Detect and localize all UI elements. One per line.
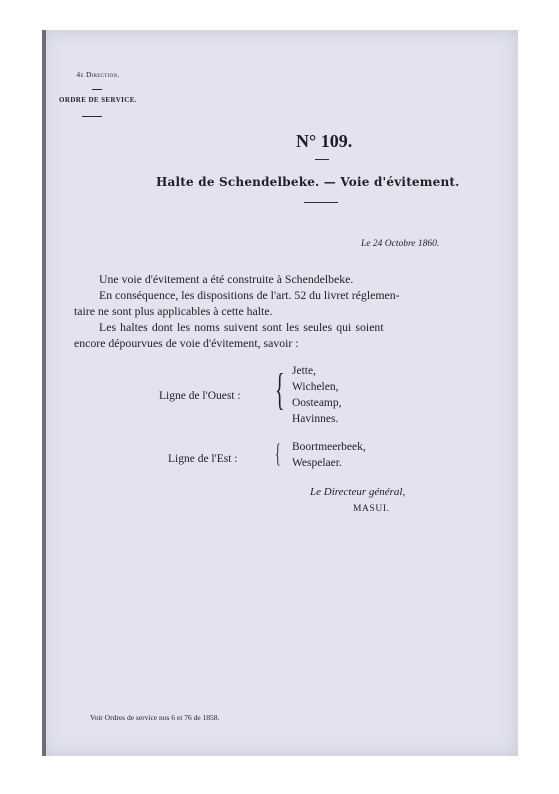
paragraph-1: Une voie d'évitement a été construite à Schendelbeke. xyxy=(99,272,354,286)
ouest-stop: Havinnes. xyxy=(292,413,339,425)
ligne-est-label: Ligne de l'Est : xyxy=(168,453,238,465)
ouest-stop: Oosteamp, xyxy=(292,397,342,409)
order-title: Halte de Schendelbeke. — Voie d'évitement. xyxy=(156,175,460,189)
order-date xyxy=(361,239,439,249)
document-page xyxy=(42,30,518,756)
paragraph-4: Les haltes dont les noms suivent sont les seules qui soient xyxy=(99,320,384,334)
est-stop: Boortmeerbeek, xyxy=(292,441,366,453)
header-rule xyxy=(92,89,102,90)
order-number: N° 109. xyxy=(296,131,353,151)
signature-name: MASUI. xyxy=(353,504,390,514)
direction-header: 4e Direction. xyxy=(76,70,120,79)
est-stop: Wespelaer. xyxy=(292,457,342,469)
date-prefix: Le xyxy=(361,239,371,249)
date-value: 24 Octobre 1860. xyxy=(372,239,440,249)
paragraph-2: En conséquence, les dispositions de l'art. 52 du livret réglemen- xyxy=(99,288,400,302)
ligne-ouest-label: Ligne de l'Ouest : xyxy=(159,390,241,402)
ouest-brace: { xyxy=(275,365,285,414)
footer-note: Voir Ordres de service nos 6 et 76 de 1858. xyxy=(90,713,220,722)
est-brace: { xyxy=(275,439,281,468)
signature-title: Le Directeur général, xyxy=(310,486,406,498)
number-rule xyxy=(315,159,329,160)
page-edge xyxy=(42,30,46,756)
paragraph-3: taire ne sont plus applicables à cette halte. xyxy=(74,304,273,318)
ouest-stop: Jette, xyxy=(292,365,316,377)
paragraph-5: encore dépourvues de voie d'évitement, savoir : xyxy=(74,336,299,350)
title-rule xyxy=(304,202,338,203)
order-header: ORDRE DE SERVICE. xyxy=(59,96,137,104)
ouest-stop: Wichelen, xyxy=(292,381,339,393)
header-flourish xyxy=(82,116,102,117)
